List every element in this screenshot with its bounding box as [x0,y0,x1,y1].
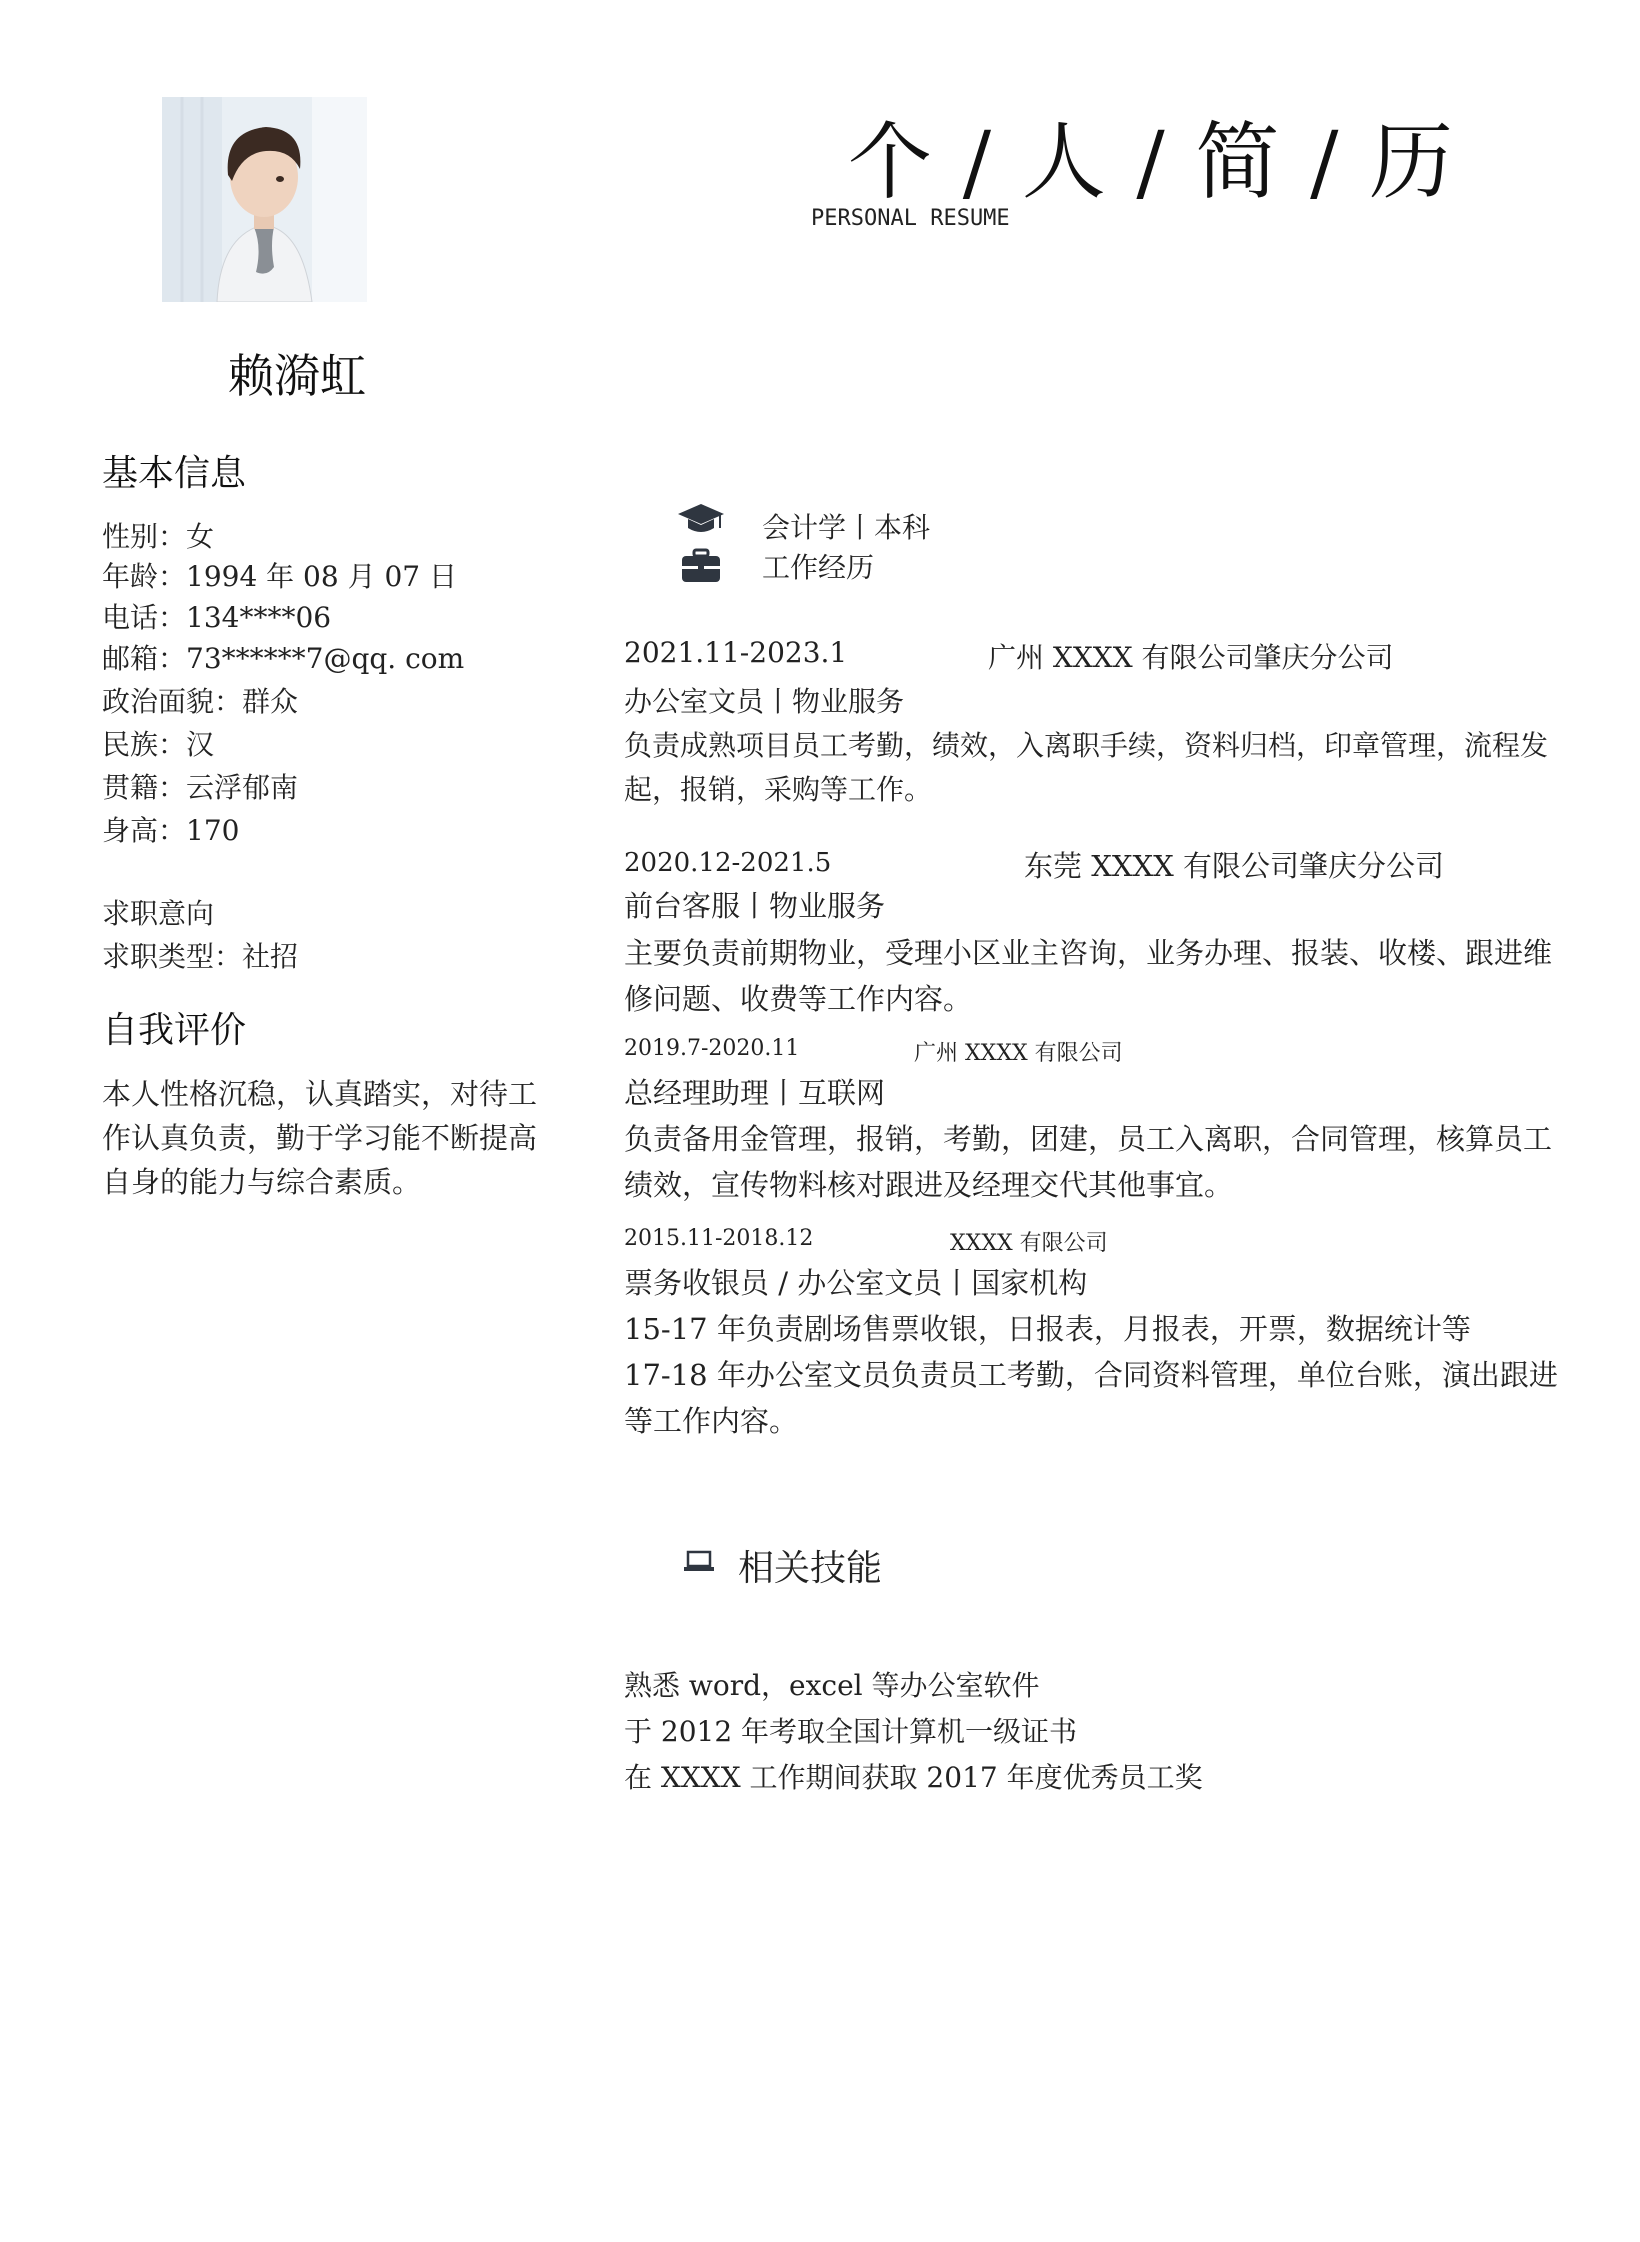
job-company: 广州 XXXX 有限公司肇庆分公司 [988,641,1394,674]
job-company: 广州 XXXX 有限公司 [914,1041,1123,1066]
job-entry [624,636,1564,812]
resume-subtitle: PERSONAL RESUME [811,206,1010,231]
info-height: 身高：170 [102,814,240,847]
job-date: 2019.7-2020.11 [624,1036,800,1061]
job-company: 东莞 XXXX 有限公司肇庆分公司 [1024,849,1445,883]
job-entry [624,1036,1564,1208]
job-entry [624,844,1564,1022]
skill-item: 在 XXXX 工作期间获取 2017 年度优秀员工奖 [624,1761,1203,1794]
job-entry [624,1226,1564,1444]
skill-item: 熟悉 word，excel 等办公室软件 [624,1669,1040,1702]
job-date: 2020.12-2021.5 [624,848,832,878]
job-role: 前台客服丨物业服务 [624,889,886,923]
candidate-name: 赖漪虹 [228,349,366,403]
self-eval-text: 本人性格沉稳，认真踏实，对待工作认真负责，勤于学习能不断提高自身的能力与综合素质。 [102,1077,538,1199]
basic-info-heading: 基本信息 [102,453,247,494]
info-age: 年龄：1994 年 08 月 07 日 [102,560,458,593]
job-intent-type: 求职类型：社招 [102,940,299,973]
skill-item: 于 2012 年考取全国计算机一级证书 [624,1715,1078,1748]
info-email: 邮箱：73******7@qq. com [102,642,465,675]
job-description: 负责成熟项目员工考勤，绩效，入离职手续，资料归档，印章管理，流程发起，报销，采购等工作。 [624,729,1549,806]
job-description: 负责备用金管理，报销，考勤，团建，员工入离职，合同管理，核算员工绩效，宣传物料核对跟进及经理交代其他事宜。 [624,1122,1553,1202]
graduation-cap-icon [676,500,726,540]
briefcase-icon [678,546,728,586]
info-hometown: 贯籍：云浮郁南 [102,771,299,804]
job-intent-heading: 求职意向 [102,897,215,930]
job-description: 主要负责前期物业，受理小区业主咨询，业务办理、报装、收楼、跟进维修问题、收费等工作内容。 [624,936,1553,1016]
job-date: 2021.11-2023.1 [624,636,848,669]
job-description-line: 15-17 年负责剧场售票收银，日报表，月报表，开票，数据统计等 [624,1312,1471,1346]
info-phone: 电话：134****06 [102,601,332,634]
profile-photo [162,97,367,302]
resume-title: 个 / 人 / 简 / 历 [848,113,1456,211]
job-description-line: 17-18 年办公室文员负责员工考勤，合同资料管理，单位台账，演出跟进等工作内容。 [624,1358,1558,1438]
education-text: 会计学丨本科 [762,511,931,544]
work-experience-heading: 工作经历 [762,551,875,584]
job-date: 2015.11-2018.12 [624,1226,814,1251]
info-gender: 性别：女 [102,520,215,553]
job-role: 票务收银员 / 办公室文员丨国家机构 [624,1266,1088,1300]
skills-heading: 相关技能 [738,1548,883,1589]
job-company: XXXX 有限公司 [950,1231,1108,1256]
laptop-icon [682,1546,716,1576]
info-ethnicity: 民族：汉 [102,728,215,761]
self-eval-heading: 自我评价 [102,1010,247,1051]
job-role: 办公室文员丨物业服务 [624,685,905,718]
job-role: 总经理助理丨互联网 [624,1076,886,1110]
info-political-status: 政治面貌：群众 [102,685,299,718]
